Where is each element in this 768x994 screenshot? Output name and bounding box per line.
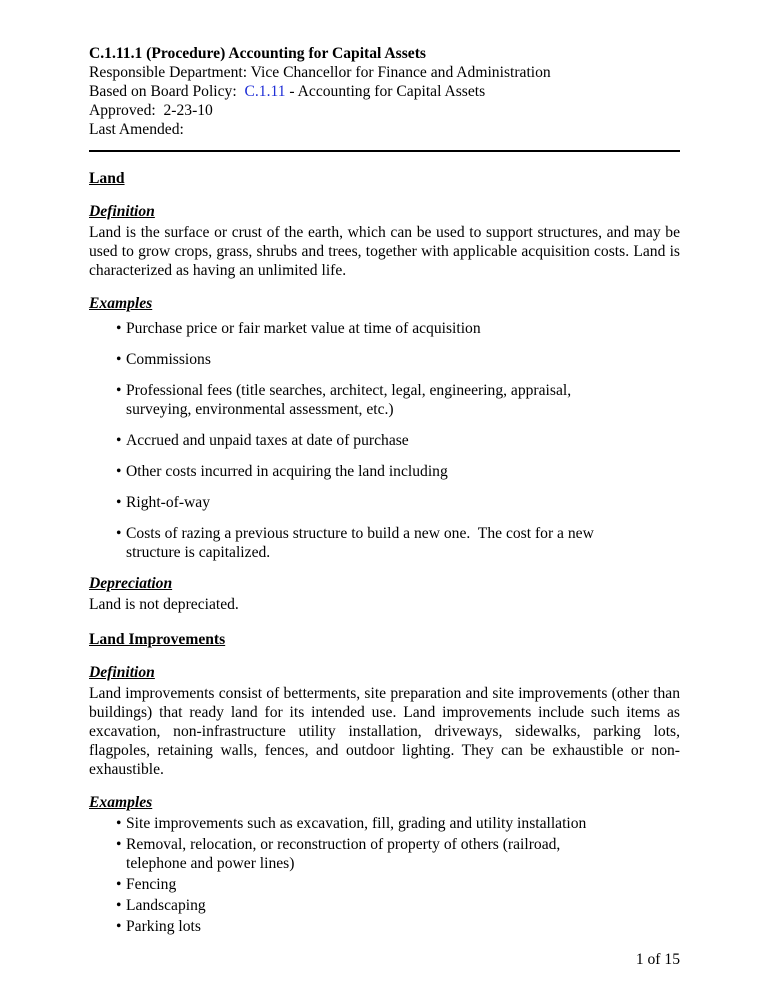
list-item: • Professional fees (title searches, architect, legal, engineering, appraisal, surveying, environmental assessment, etc.) <box>116 381 621 419</box>
land-section-title: Land <box>89 170 125 187</box>
based-on-prefix: Based on Board Policy: <box>89 83 245 100</box>
responsible-department: Responsible Department: Vice Chancellor for Finance and Administration <box>89 64 551 81</box>
document-body <box>89 169 680 938</box>
list-item: • Right-of-way <box>116 493 621 512</box>
land-depreciation-title: Depreciation <box>89 575 173 592</box>
list-item: • Costs of razing a previous structure to build a new one. The cost for a new structure is capitalized. <box>116 524 621 562</box>
list-item: • Site improvements such as excavation, fill, grading and utility installation <box>116 814 621 833</box>
land-examples-title: Examples <box>89 295 153 312</box>
land-improvements-definition-text: Land improvements consist of betterments, site preparation and site improvements (other than buildings) that ready land for its intended use. Land improvements include such items as excavation, non-infrastructure utility installation, driveways, sidewalks, parking lots, flagpoles, retaining walls, fences, and outdoor lighting. They can be exhaustible or non-exhaustible. <box>89 685 680 778</box>
list-item: • Other costs incurred in acquiring the land including <box>116 462 621 481</box>
last-amended: Last Amended: <box>89 121 184 138</box>
land-improvements-section-title: Land Improvements <box>89 631 226 648</box>
page-number: 1 of 15 <box>635 951 680 968</box>
list-item: • Parking lots <box>116 917 621 936</box>
list-item: • Purchase price or fair market value at time of acquisition <box>116 319 621 338</box>
land-depreciation-text: Land is not depreciated. <box>89 596 239 613</box>
list-item: • Fencing <box>116 875 621 894</box>
land-examples-list <box>89 319 680 562</box>
land-definition-title: Definition <box>89 203 155 220</box>
land-improvements-definition-title: Definition <box>89 664 155 681</box>
approved-date: Approved: 2-23-10 <box>89 102 213 119</box>
based-on-suffix: - Accounting for Capital Assets <box>285 83 486 100</box>
list-item: • Landscaping <box>116 896 621 915</box>
document-header <box>89 44 680 139</box>
header-divider <box>89 150 680 152</box>
policy-link[interactable]: C.1.11 <box>244 83 286 100</box>
list-item: • Commissions <box>116 350 621 369</box>
land-improvements-examples-list <box>89 814 680 936</box>
procedure-title: C.1.11.1 (Procedure) Accounting for Capital Assets <box>89 45 426 62</box>
list-item: • Removal, relocation, or reconstruction of property of others (railroad, telephone and power lines) <box>116 835 621 873</box>
land-definition-text: Land is the surface or crust of the earth, which can be used to support structures, and may be used to grow crops, grass, shrubs and trees, together with applicable acquisition costs. Land is characterized as having an unlimited life. <box>89 224 680 279</box>
based-on-policy <box>89 82 680 101</box>
land-improvements-examples-title: Examples <box>89 794 153 811</box>
list-item: • Accrued and unpaid taxes at date of purchase <box>116 431 621 450</box>
